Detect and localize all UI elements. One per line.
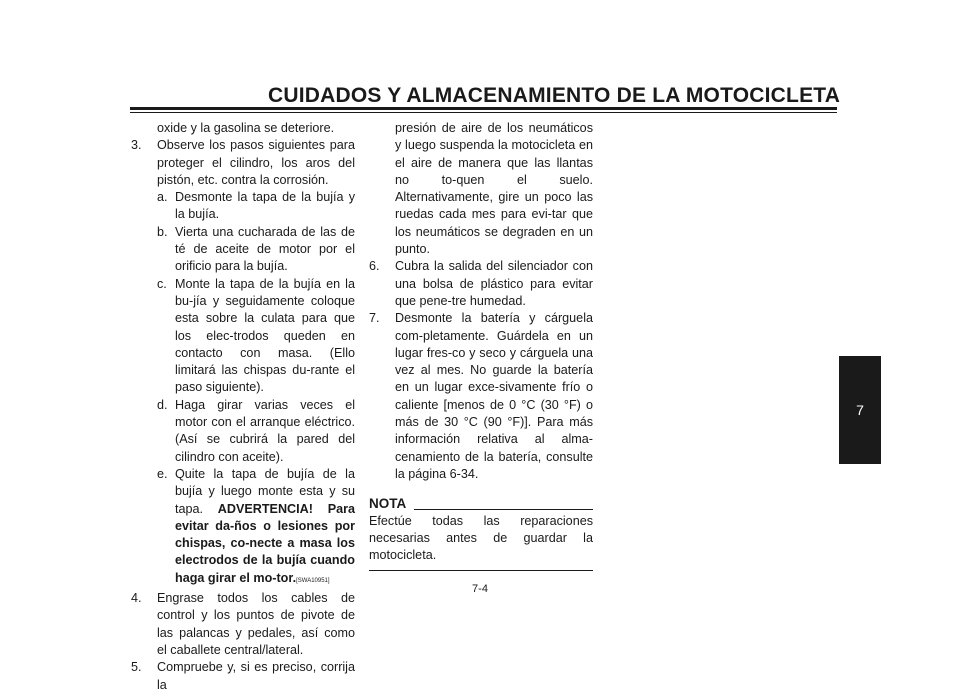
step-3e-text: Quite la tapa de bujía de la bujía y luego monte esta y su tapa. bbox=[175, 466, 355, 516]
page-number: 7-4 bbox=[472, 583, 488, 595]
step-3c-text: Monte la tapa de la bujía en la bu-jía y seguidamente coloque esta sobre la culata para que los elec-trodos queden en contacto con masa. (Ello limitará las chispas du-rante el paso siguiente). bbox=[175, 276, 355, 395]
step-3e-body bbox=[175, 466, 355, 590]
step-3-number: 3. bbox=[131, 138, 142, 153]
step-3d-letter: d. bbox=[157, 397, 168, 412]
step-4-text: Engrase todos los cables de control y los puntos de pivote de las palancas y pedales, así como el caballete central/lateral. bbox=[157, 591, 355, 657]
note-header bbox=[369, 495, 593, 512]
step-3b-text: Vierta una cucharada de las de té de aceite de motor por el orificio para la bujía. bbox=[175, 224, 355, 274]
header-rule-thin bbox=[130, 112, 837, 113]
step-3-text: Observe los pasos siguientes para proteger el cilindro, los aros del pistón, etc. contra la corrosión. bbox=[157, 138, 355, 187]
step-5-number: 5. bbox=[131, 660, 142, 675]
right-column bbox=[369, 120, 593, 571]
step-7-number: 7. bbox=[369, 311, 380, 326]
step-3e bbox=[157, 466, 355, 590]
step-3b-letter: b. bbox=[157, 224, 168, 239]
step-5-continued: presión de aire de los neumáticos y luego suspenda la motocicleta en el aire de manera que las llantas no to-quen el suelo. Alternativamente, gire un poco las ruedas cada mes para evi-tar que los neumáticos se degraden en un punto. bbox=[395, 121, 593, 257]
note-label: NOTA bbox=[369, 496, 407, 512]
step-6-text: Cubra la salida del silenciador con una bolsa de plástico para evitar que pene-tre humedad. bbox=[395, 259, 593, 308]
step-5 bbox=[131, 659, 355, 694]
step-3a bbox=[157, 189, 355, 224]
header-rule-thick bbox=[130, 107, 837, 110]
intro-text: oxide y la gasolina se deteriore. bbox=[157, 121, 335, 135]
step-7 bbox=[369, 310, 593, 483]
step-3a-letter: a. bbox=[157, 190, 168, 205]
left-column bbox=[131, 120, 355, 694]
note-text: Efectúe todas las reparaciones necesarias antes de guardar la motocicleta. bbox=[369, 513, 593, 563]
step-4-number: 4. bbox=[131, 591, 142, 606]
step-3 bbox=[131, 137, 355, 189]
step-6 bbox=[369, 258, 593, 310]
page-title: CUIDADOS Y ALMACENAMIENTO DE LA MOTOCICLETA bbox=[268, 84, 841, 107]
step-3e-letter: e. bbox=[157, 466, 168, 481]
warning-code: [SWA10951] bbox=[296, 577, 330, 584]
step-3a-text: Desmonte la tapa de la bujía y la bujía. bbox=[175, 190, 355, 222]
note-rule bbox=[414, 509, 593, 510]
step-3d bbox=[157, 397, 355, 466]
step-3b bbox=[157, 224, 355, 276]
step-3c bbox=[157, 276, 355, 397]
step-4 bbox=[131, 590, 355, 659]
warning-text: ADVERTENCIA! Para evitar da-ños o lesiones por chispas, co-necte a masa los electrodos de la bujía cuando haga girar el mo-tor. bbox=[175, 501, 356, 585]
step-5-text: Compruebe y, si es preciso, corrija la bbox=[157, 660, 355, 692]
step-3c-letter: c. bbox=[157, 276, 167, 291]
note-end-rule bbox=[369, 570, 593, 571]
step-3d-text: Haga girar varias veces el motor con el arranque eléctrico. (Así se cubrirá la pared del cilindro con aceite). bbox=[175, 397, 355, 464]
chapter-tab-number: 7 bbox=[856, 402, 864, 418]
chapter-tab bbox=[839, 356, 881, 464]
step-6-number: 6. bbox=[369, 259, 380, 274]
step-7-text: Desmonte la batería y cárguela com-pletamente. Guárdela en un lugar fres-co y seco y cárguela una vez al mes. No guarde la batería en un lugar exce-sivamente frío o caliente [menos de 0 °C (30 °F) o más de 30 °C (90 °F)]. Para más información relativa al alma-cenamiento de la batería, consulte la página 6-34. bbox=[395, 311, 593, 481]
